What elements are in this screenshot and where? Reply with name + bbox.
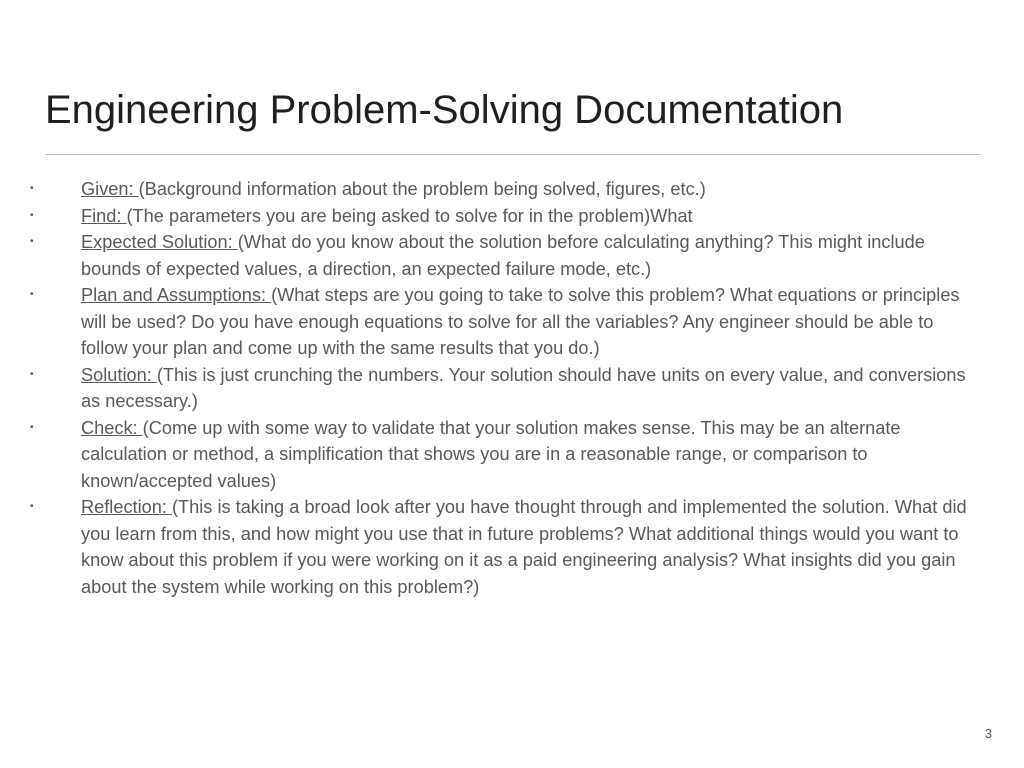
bullet-icon: • xyxy=(30,183,34,194)
step-term: Expected Solution: xyxy=(81,232,238,252)
step-description: (This is just crunching the numbers. Your solution should have units on every value, and conversions as necessary.) xyxy=(81,364,966,411)
page-number: 3 xyxy=(984,726,992,741)
step-description: (This is taking a broad look after you have thought through and implemented the solution. What did you learn from this, and how might you use that in future problems? What additional things would you want to know about this problem if you were working on it as a paid engineering analysis? What insights did you gain about the system while working on this problem?) xyxy=(81,497,967,597)
list-item-solution xyxy=(30,362,981,415)
bullet-icon: • xyxy=(30,501,34,512)
bullet-icon: • xyxy=(30,289,34,300)
step-term: Given: xyxy=(81,179,139,199)
bullet-icon: • xyxy=(30,209,34,221)
step-description: (Come up with some way to validate that your solution makes sense. This may be an alternate calculation or method, a simplification that shows you are in a reasonable range, or comparison to known/accepted values) xyxy=(81,417,901,491)
slide-title: Engineering Problem-Solving Documentation xyxy=(45,88,844,132)
step-term: Check: xyxy=(81,417,143,438)
step-term: Solution: xyxy=(81,364,157,385)
step-description: (What steps are you going to take to solve this problem? What equations or principles will be used? Do you have enough equations to solve for all the variables? Any engineer should be able to follow your plan and come up with the same results that you do.) xyxy=(81,285,960,358)
bullet-icon: • xyxy=(30,368,34,380)
documentation-steps-list xyxy=(30,176,981,600)
list-item-find xyxy=(30,203,981,230)
step-description: (The parameters you are being asked to solve for in the problem)What xyxy=(126,205,693,226)
list-item-reflection xyxy=(30,494,981,600)
list-item-plan-and-assumptions xyxy=(30,282,981,362)
list-item-given xyxy=(30,176,981,203)
list-item-expected-solution xyxy=(30,229,981,282)
step-description: (What do you know about the solution before calculating anything? This might include bounds of expected values, a direction, an expected failure mode, etc.) xyxy=(81,232,925,279)
list-item-check xyxy=(30,415,981,495)
step-term: Find: xyxy=(81,205,127,226)
bullet-icon: • xyxy=(30,421,34,433)
bullet-icon: • xyxy=(30,236,34,247)
title-divider xyxy=(45,154,980,155)
step-term: Reflection: xyxy=(81,497,172,517)
step-description: (Background information about the problem being solved, figures, etc.) xyxy=(138,179,706,199)
step-term: Plan and Assumptions: xyxy=(81,285,272,305)
